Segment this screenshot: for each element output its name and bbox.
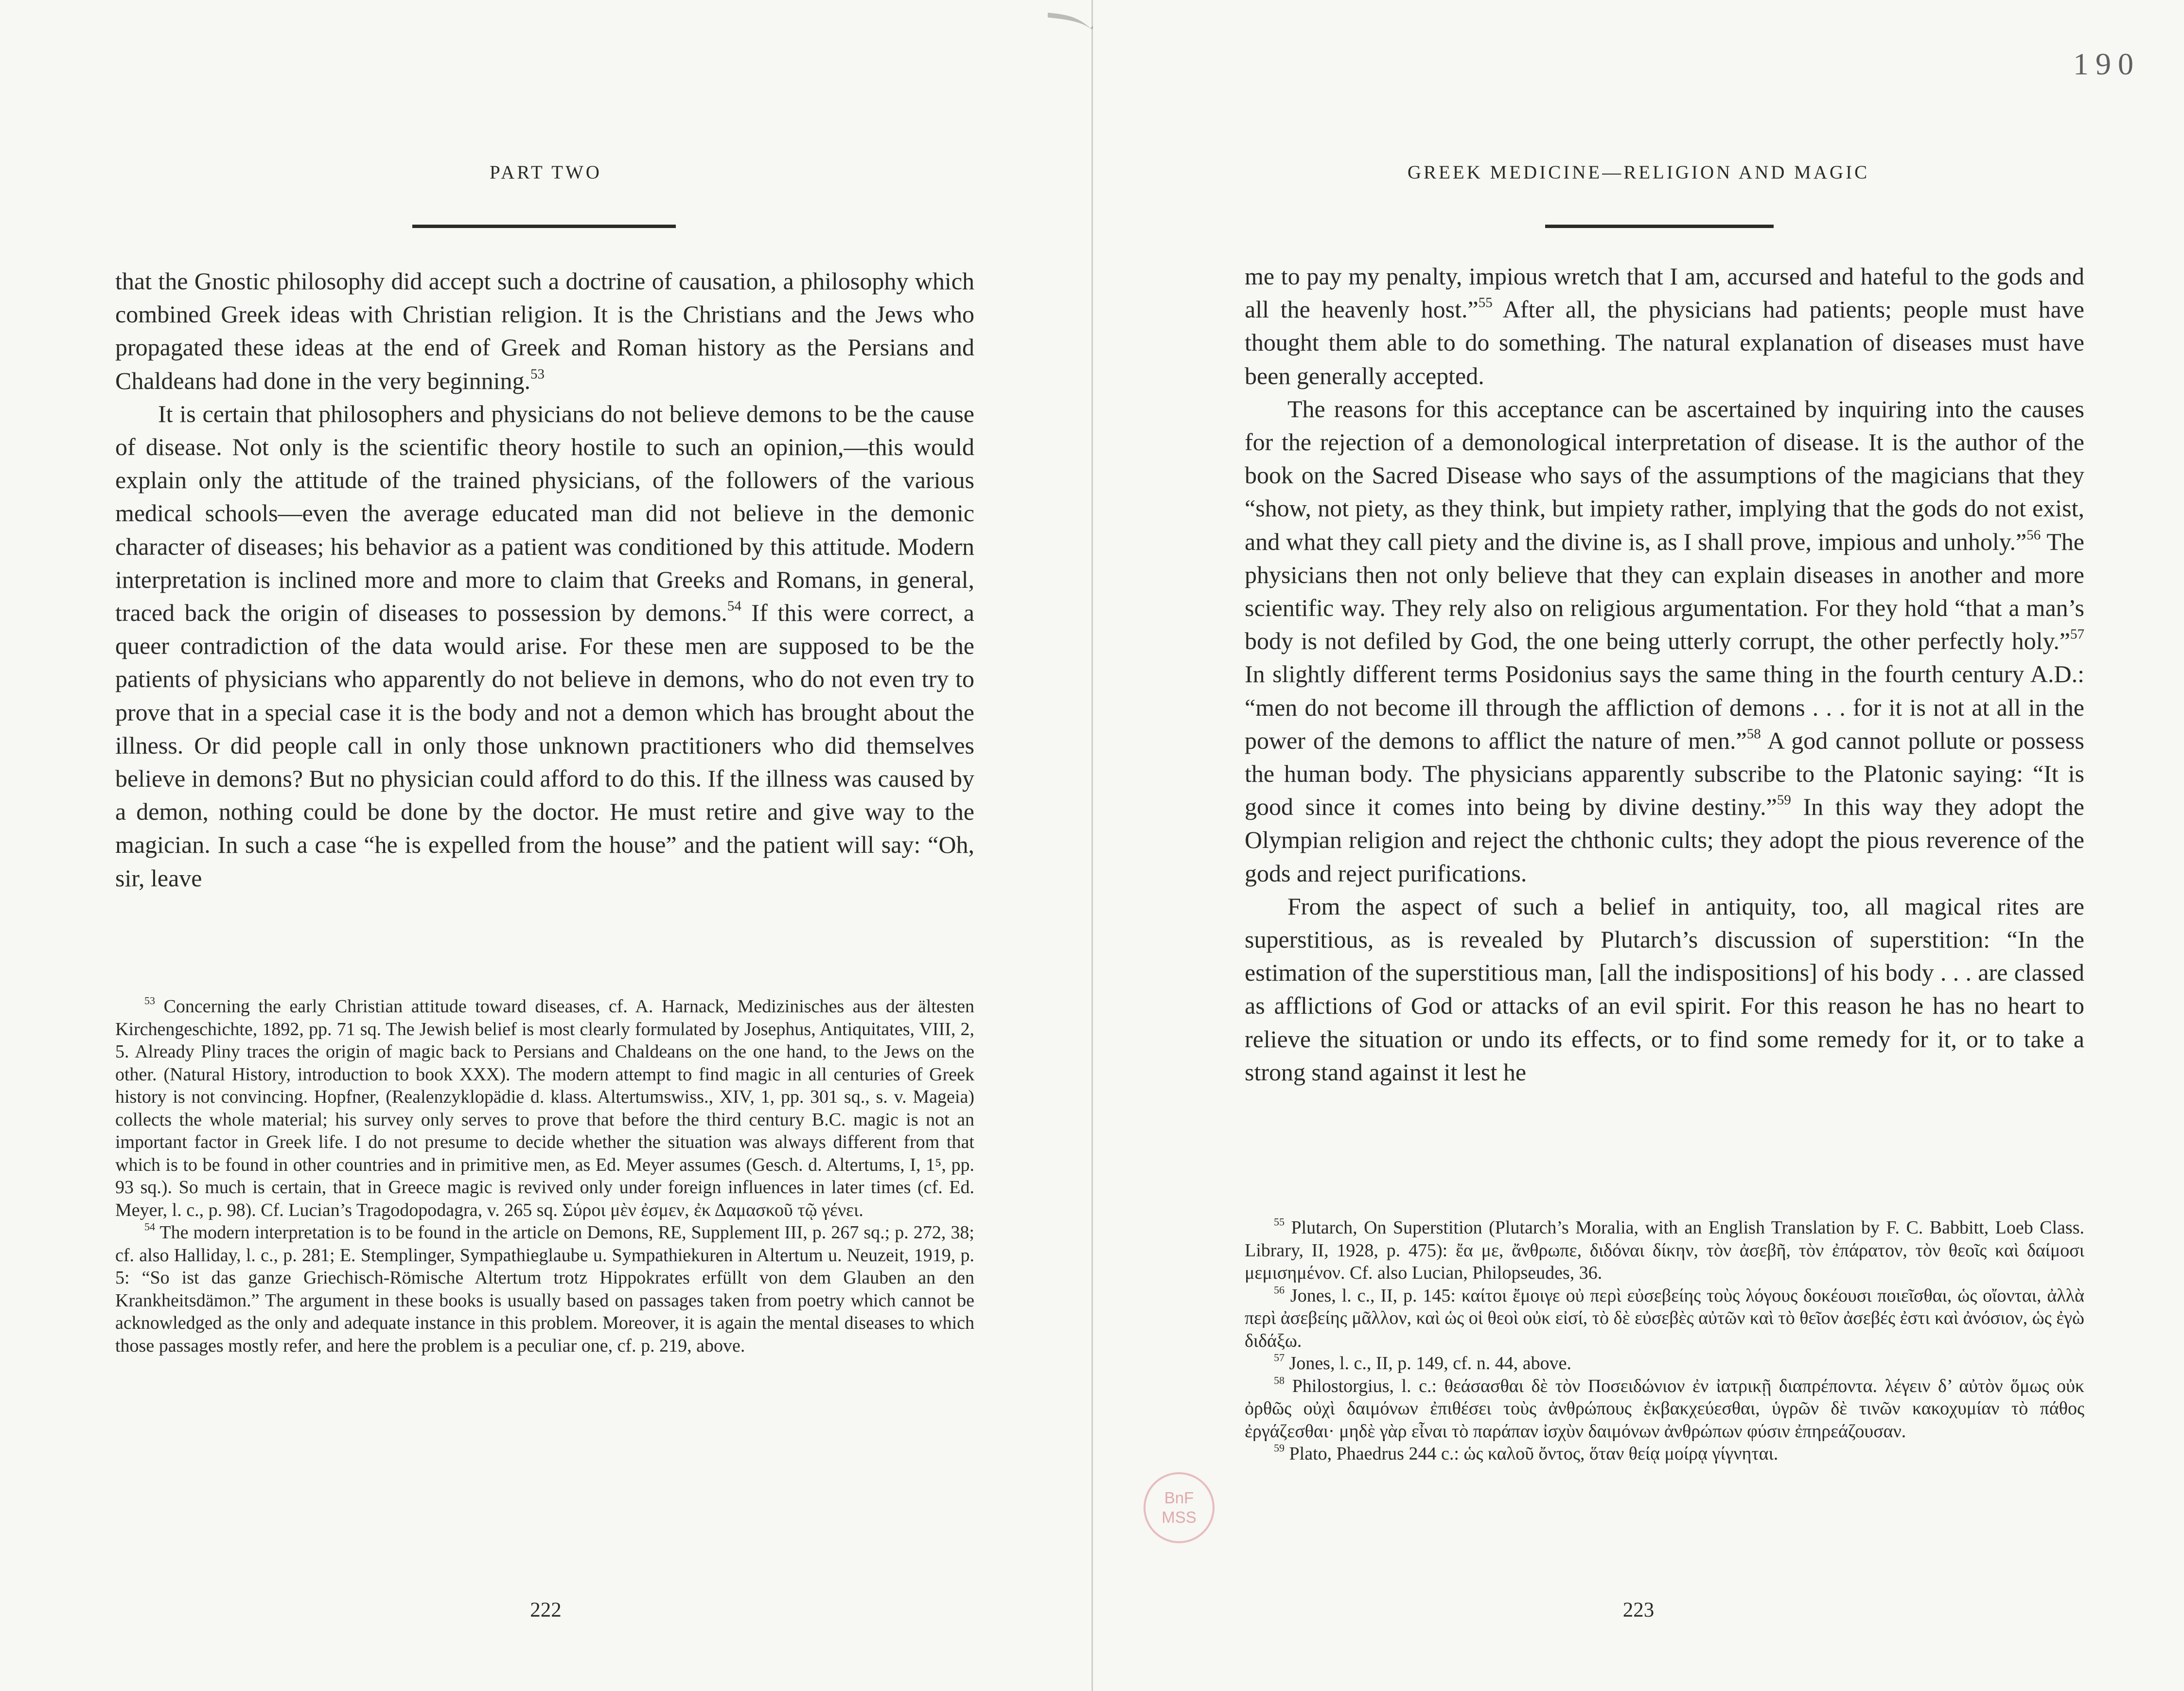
head-rule-left <box>412 225 676 228</box>
page-number-left: 222 <box>530 1599 562 1621</box>
footnote: $^{57}$ Jones, l. c., II, p. 149, cf. n. 44, above. <box>1274 1351 1571 1374</box>
note-ref: 59 <box>1777 792 1791 808</box>
head-rule-right <box>1545 225 1774 228</box>
footnote: $^{56}$ Jones, l. c., II, p. 145: καίτοι ἔμοιγε οὐ περὶ εὐσεβείης τοὺς λόγους δοκέουσι ποιεῖσθαι, ὡς οἴονται, ἀλλὰ περὶ ἀσεβείης μᾶλλον, καὶ ὡς οἱ θεοὶ οὐκ εἰσί, τὸ δὲ εὐσεβὲς αὐτῶν καὶ τὸ θεῖον ἀσεβές ἐστι καὶ ἀνόσιον, ὡς ἐγὼ διδάξω. <box>1245 1283 2084 1351</box>
footnote: $^{58}$ Philostorgius, l. c.: θεάσασθαι δὲ τὸν Ποσειδώνιον ἐν ἰατρικῇ διαπρέποντα. λέγειν δ’ αὐτὸν ὅμως οὐκ ὀρθῶς οὐχὶ δαιμόνων ἐπιθέσει τοὺς ἀνθρώπους ἐκβακχεύεσθαι, ὑγρῶν δὲ τινῶν κακοχυμίαν τὸ πάθος ἐργάζεσθαι· μηδὲ γὰρ εἶναι τὸ παράπαν ἰσχὺν δαιμόνων ἀνθρώπων φύσιν ἐπηρεάζουσαν. <box>1245 1374 2084 1442</box>
page-number-right: 223 <box>1622 1599 1655 1621</box>
note-ref: 56 <box>2026 527 2041 543</box>
paragraph: The reasons for this acceptance can be ascertained by inquiring into the causes for the rejection of a demonological interpretation of disease. It is the author of the book on the Sacred Disease who says of the assumptions of the magicians that they “show, not piety, as they think, but impiety rather, implying that the gods do not exist, and what they call piety and the divine is, as I shall prove, impious and unholy.”$^{56}$ The physicians then not only believe that they can explain diseases in another and more scientific way. They rely also on religious argumentation. For they hold “that a man’s body is not defiled by God, the one being utterly corrupt, the other perfectly holy.”$^{57}$ In slightly different terms Posidonius says the same thing in the fourth century A.D.: “men do not become ill through the affliction of demons . . . for it is not at all in the power of the demons to afflict the nature of men.”$^{58}$ A god cannot pollute or possess the human body. The physicians apparently subscribe to the Platonic saying: “It is good since it comes into being by divine destiny.”$^{59}$ In this way they adopt the Olympian religion and reject the chthonic cults; they adopt the pious reverence of the gods and reject purifications. <box>1245 395 2084 887</box>
paragraph: From the aspect of such a belief in antiquity, too, all magical rites are superstitious, as is revealed by Plutarch’s discussion of superstition: “In the estimation of the superstitious man, [all the indispositions] of his body . . . are classed as afflictions of God or attacks of an evil spirit. For this reason he has no heart to relieve the situation or undo its effects, or to find some remedy for it, or to take a strong stand against it lest he <box>1245 892 2084 1086</box>
footnote: $^{53}$ Concerning the early Christian attitude toward diseases, cf. A. Harnack, Medizinisches aus der ältesten Kirchengeschichte, 1892, pp. 71 sq. The Jewish belief is most clearly formulated by Josephus, Antiquitates, VIII, 2, 5. Already Pliny traces the origin of magic back to Persians and Chaldeans on the one hand, to the Jews on the other. (Natural History, introduction to book XXX). The modern attempt to find magic in all centuries of Greek history is not convincing. Hopfner, (Realenzyklopädie d. klass. Altertumswiss., XIV, 1, pp. 301 sq., s. v. Mageia) collects the whole material; his survey only serves to prove that before the third century B.C. magic is not an important factor in Greek life. I do not presume to decide whether the situation was always different from that which is to be found in other countries and in primitive men, as Ed. Meyer assumes (Gesch. d. Altertums, I, 1⁵, pp. 93 sq.). So much is certain, that in Greece magic is revived only under foreign influences in later times (cf. Ed. Meyer, l. c., p. 98). Cf. Lucian’s Tragodopodagra, v. 265 sq. Σύροι μὲν ἐσμεν, ἐκ Δαμασκοῦ τῷ γένει. <box>115 994 974 1220</box>
paragraph: that the Gnostic philosophy did accept such a doctrine of causation, a philosophy which combined Greek ideas with Christian religion. It is the Christians and the Jews who propagated these ideas at the end of Greek and Roman history as the Persians and Chaldeans had done in the very beginning.$^{53}$ <box>115 267 974 394</box>
note-ref: 54 <box>727 598 741 614</box>
body-text-left <box>115 264 974 895</box>
right-page <box>1093 0 2184 1691</box>
folio-number: 190 <box>2073 47 2140 81</box>
footnotes-right <box>1245 1216 2084 1465</box>
library-stamp: BnF MSS <box>1144 1472 1215 1543</box>
paragraph: It is certain that philosophers and physicians do not believe demons to be the cause of disease. Not only is the scientific theory hostile to such an opinion,—this would explain only the attitude of the trained physicians, of the followers of the various medical schools—even the average educated man did not believe in the demonic character of diseases; his behavior as a patient was conditioned by this attitude. Modern interpretation is inclined more and more to claim that Greeks and Romans, in general, traced back the origin of diseases to possession by demons.$^{54}$ If this were correct, a queer contradiction of the data would arise. For these men are supposed to be the patients of physicians who apparently do not believe in demons, who do not even try to prove that in a special case it is the body and not a demon which has brought about the illness. Or did people call in only those unknown practitioners who did themselves believe in demons? But no physician could afford to do this. If the illness was caused by a demon, nothing could be done by the doctor. He must retire and give way to the magician. In such a case “he is expelled from the house” and the patient will say: “Oh, sir, leave <box>115 400 974 892</box>
footnote: $^{55}$ Plutarch, On Superstition (Plutarch’s Moralia, with an English Translation by F. C. Babbitt, Loeb Class. Library, II, 1928, p. 475): ἔα με, ἄνθρωπε, διδόναι δίκην, τὸν ἀσεβῆ, τὸν ἐπάρατον, τὸν θεοῖς καὶ δαίμοσι μεμισημένον. Cf. also Lucian, Philopseudes, 36. <box>1245 1215 2084 1283</box>
paragraph: me to pay my penalty, impious wretch that I am, accursed and hateful to the gods and all the heavenly host.”$^{55}$ After all, the physicians had patients; people must have thought them able to do something. The natural explanation of diseases must have been generally accepted. <box>1245 263 2084 389</box>
note-ref: 53 <box>530 366 545 382</box>
running-head-right: GREEK MEDICINE—RELIGION AND MAGIC <box>1407 162 1870 183</box>
footnote: $^{54}$ The modern interpretation is to be found in the article on Demons, RE, Supplement III, p. 267 sq.; p. 272, 38; cf. also Halliday, l. c., p. 281; E. Stemplinger, Sympathieglaube u. Sympathiekuren in Altertum u. Neuzeit, 1919, p. 5: “So ist das ganze Griechisch-Römische Altertum trotz Hippokrates erfüllt von dem Glauben an den Krankheitsdämon.” The argument in these books is usually based on passages taken from poetry which cannot be acknowledged as the only and adequate instance in this problem. Moreover, it is again the mental diseases to which those passages mostly refer, and here the problem is a peculiar one, cf. p. 219, above. <box>115 1220 974 1356</box>
note-ref: 55 <box>1478 295 1493 311</box>
running-head-left: PART TWO <box>490 162 602 183</box>
footnote: $^{59}$ Plato, Phaedrus 244 c.: ὡς καλοῦ ὄντος, ὅταν θείᾳ μοίρᾳ γίγνηται. <box>1274 1442 1779 1464</box>
body-text-right <box>1245 260 2084 1089</box>
note-ref: 58 <box>1746 726 1761 742</box>
footnotes-left <box>115 995 974 1357</box>
note-ref: 57 <box>2070 626 2084 642</box>
